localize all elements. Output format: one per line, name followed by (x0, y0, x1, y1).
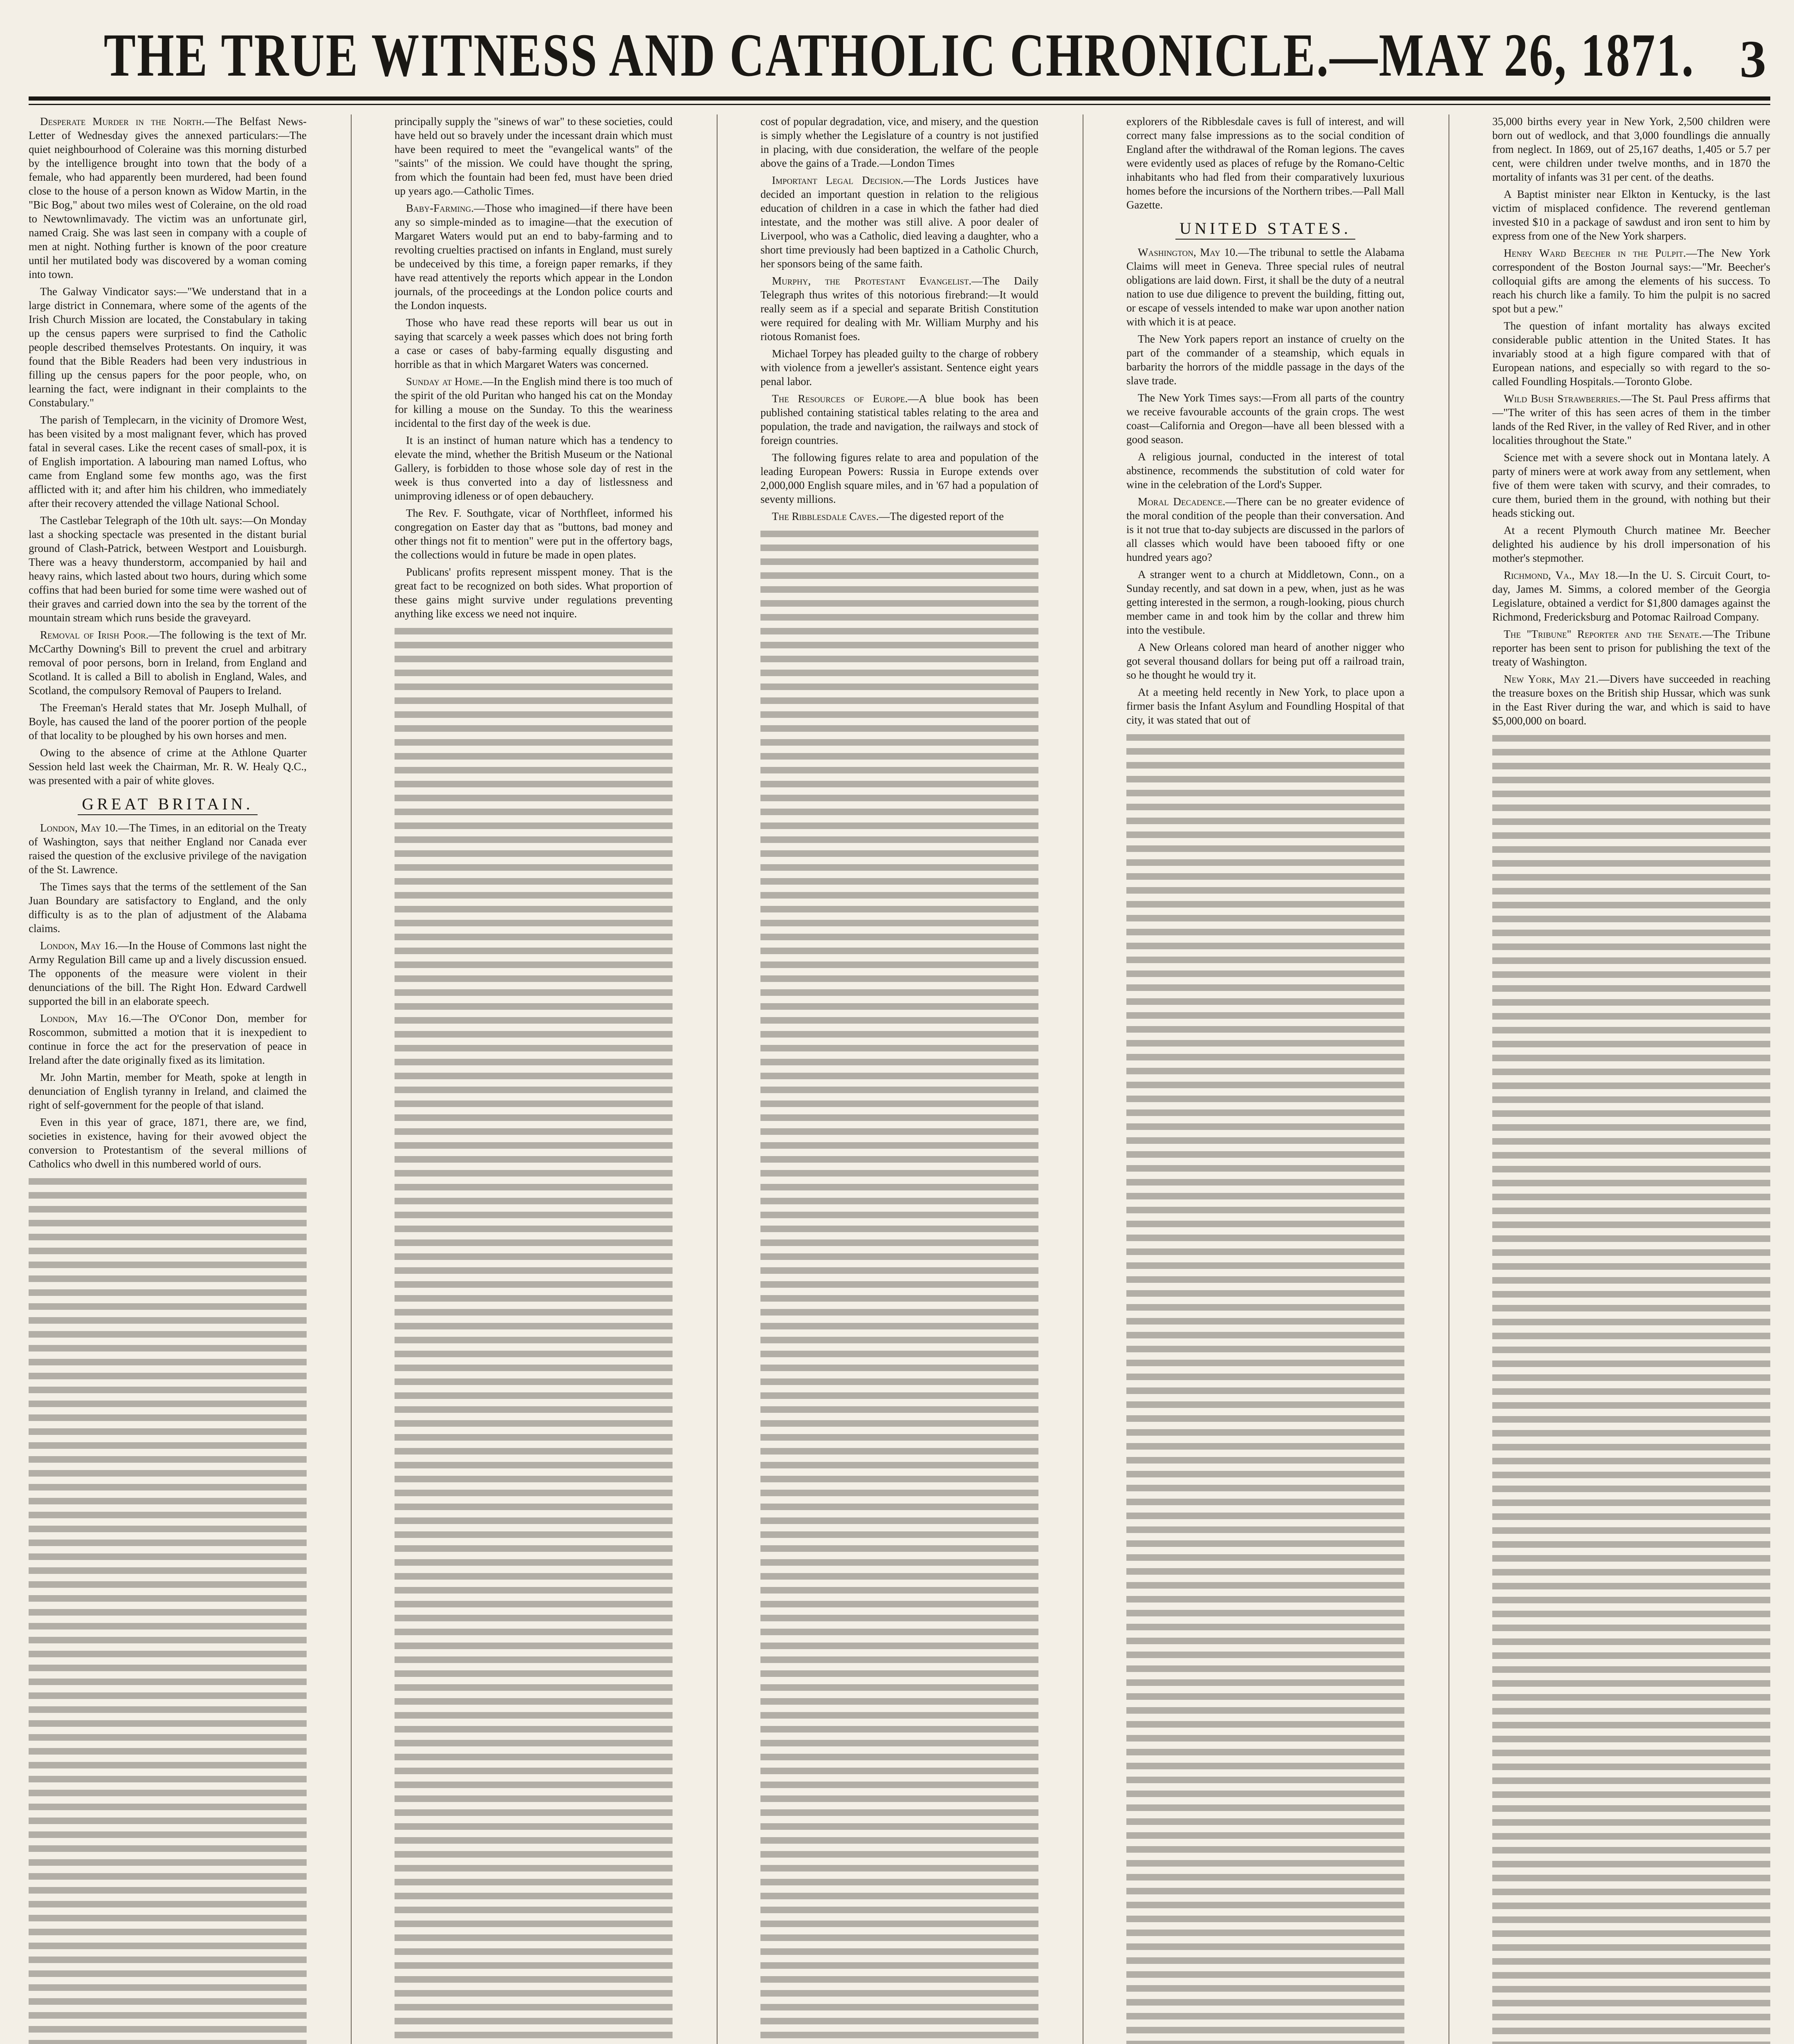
section-rule (1175, 239, 1355, 240)
article-paragraph (1492, 319, 1770, 388)
article-lead: Baby-Farming. (406, 202, 474, 214)
article-paragraph (1126, 495, 1404, 564)
article-text: —In the English mind there is too much of the spirit of the old Puritan who hanged his cat on the Monday for killing a mouse on the Sunday. To this the weariness incidental to the first day of the week is due. (395, 375, 673, 429)
article-text: Science met with a severe shock out in Montana lately. A party of miners were at work away from any settlement, when five of them were taken with scurvy, and their comrades, to cure them, buried them in the ground, with nothing but their heads sticking out. (1492, 451, 1770, 519)
continued-text-block (29, 1174, 307, 2044)
section-heading: GREAT BRITAIN. (82, 795, 253, 813)
article-lead: Wild Bush Strawberries. (1504, 392, 1621, 405)
article-text: Michael Torpey has pleaded guilty to the charge of robbery with violence from a jeweller's assistant. Sentence eight years penal labor. (760, 347, 1038, 388)
article-text: Owing to the absence of crime at the Athlone Quarter Session held last week the Chairman, Mr. R. W. Healy Q.C., was presented with a pair of white gloves. (29, 746, 307, 787)
article-paragraph (1126, 685, 1404, 727)
continued-text-block (1126, 730, 1404, 2044)
article-text: The Galway Vindicator says:—"We understand that in a large district in Connemara, where some of the agents of the Irish Church Mission are located, the Constabulary in taking up the census papers were surprised to find the Catholic people described themselves Protestants. On inquiry, it was found that the Bible Readers had been very industrious in filling up the census papers for the poor people, who, on learning the fact, were indignant in their complaints to the Constabulary." (29, 285, 307, 409)
article-lead: Murphy, the Protestant Evangelist. (772, 275, 972, 287)
masthead (29, 16, 1770, 94)
article-paragraph (1126, 245, 1404, 329)
article-lead: Richmond, Va., May 18. (1504, 569, 1618, 581)
article-text: —The Tribune reporter has been sent to prison for publishing the text of the treaty of Washington. (1492, 628, 1770, 668)
masthead-title: THE TRUE WITNESS AND CATHOLIC CHRONICLE.—MAY 26, 1871. (104, 21, 1695, 89)
article-lead: Important Legal Decision. (772, 174, 904, 186)
article-text: —In the House of Commons last night the Army Regulation Bill came up and a lively discussion ensued. The opponents of the measure were violent in their denunciations of the bill. The Right Hon. Edward Cardwell supported the bill in an elaborate speech. (29, 939, 307, 1007)
article-text: Mr. John Martin, member for Meath, spoke at length in denunciation of English tyranny in Ireland, and claimed the right of self-government for the people of that island. (29, 1071, 307, 1111)
article-lead: London, May 16. (40, 939, 118, 952)
article-paragraph (1126, 450, 1404, 491)
article-text: —There can be no greater evidence of the moral condition of the people than their conversation. And is it not true that to-day subjects are discussed in the parlors of all classes which would have been tabooed fifty or one hundred years ago? (1126, 495, 1404, 563)
article-lead: Moral Decadence. (1138, 495, 1226, 508)
article-paragraph (29, 285, 307, 410)
article-text: —The following is the text of Mr. McCarthy Downing's Bill to prevent the cruel and arbitrary removal of poor persons, born in Ireland, from England and Scotland. It is called a Bill to abolish in England, Wales, and Scotland, the compulsory Removal of Paupers to Ireland. (29, 629, 307, 697)
article-text: The Times says that the terms of the settlement of the San Juan Boundary are satisfactory to England, and the only difficulty is as to the plan of adjustment of the Alabama claims. (29, 881, 307, 935)
article-text: The New York papers report an instance of cruelty on the part of the commander of a steamship, which equals in barbarity the horrors of the middle passage in the days of the slave trade. (1126, 333, 1404, 387)
article-paragraph (1126, 567, 1404, 637)
article-columns (29, 114, 1770, 2044)
article-text: —A blue book has been published containing statistical tables relating to the area and population, the trade and navigation, the railways and stock of foreign countries. (760, 392, 1038, 446)
article-paragraph (395, 114, 673, 198)
column-5 (1492, 114, 1770, 2044)
article-paragraph (29, 1011, 307, 1067)
article-text: —The Times, in an editorial on the Treaty of Washington, says that neither England nor Canada ever raised the question of the exclusive privilege of the navigation of the St. Lawrence. (29, 822, 307, 876)
article-text: The New York Times says:—From all parts of the country we receive favourable accounts of the grain crops. The west coast—California and Oregon—have all been blessed with a good season. (1126, 392, 1404, 446)
article-text: explorers of the Ribblesdale caves is full of interest, and will correct many false impressions as to the social condition of England after the withdrawal of the Roman legions. The caves were evidently used as places of refuge by the Romano-Celtic inhabitants who had fled from their comparatively luxurious homes before the incursions of the Northern tribes.—Pall Mall Gazette. (1126, 115, 1404, 211)
article-text: The question of infant mortality has always excited considerable public attention in the United States. It has invariably stood at a high figure compared with that of European nations, and especially so with regard to the so-called Foundling Hospitals.—Toronto Globe. (1492, 320, 1770, 388)
article-text: At a meeting held recently in New York, to place upon a firmer basis the Infant Asylum and Foundling Hospital of that city, it was stated that out of (1126, 686, 1404, 726)
article-text: The parish of Templecarn, in the vicinity of Dromore West, has been visited by a most malignant fever, which has proved fatal in several cases. Like the recent cases of small-pox, it is of English importation. A labouring man named Loftus, who came from England some few months ago, was the first afflicted with it; and after him his children, who immediately after their recovery attended the village National School. (29, 414, 307, 509)
continued-text-block (395, 624, 673, 2044)
article-text: —In the U. S. Circuit Court, to-day, James M. Simms, a colored member of the Georgia Legislature, obtained a verdict for $1,800 damages against the Richmond, Fredericksburg and Potomac Railroad Company. (1492, 569, 1770, 623)
article-paragraph (395, 201, 673, 312)
article-paragraph (29, 513, 307, 625)
article-paragraph (760, 392, 1038, 447)
section-rule (78, 814, 258, 815)
article-paragraph (395, 565, 673, 621)
continued-text-block (1492, 731, 1770, 2044)
article-text: —The digested report of the (879, 510, 1004, 522)
article-paragraph (1492, 672, 1770, 728)
article-paragraph (29, 746, 307, 787)
article-paragraph (1126, 332, 1404, 388)
article-paragraph (395, 433, 673, 503)
article-paragraph (1126, 640, 1404, 682)
article-text: Even in this year of grace, 1871, there are, we find, societies in existence, having for their avowed object the conversion to Protestantism of the several millions of Catholics who dwell in this numbered world of ours. (29, 1116, 307, 1170)
article-text: —The St. Paul Press affirms that—"The writer of this has seen acres of them in the timber lands of the Red River, in the valley of Red River, and in other localities throughout the State." (1492, 392, 1770, 446)
article-text: A stranger went to a church at Middletown, Conn., on a Sunday recently, and sat down in a pew, when, just as he was getting interested in the sermon, a rough-looking, pious church member came in and took him by the collar and threw him into the vestibule. (1126, 568, 1404, 636)
article-paragraph (760, 274, 1038, 343)
column-3 (760, 114, 1038, 2044)
article-paragraph (760, 509, 1038, 523)
page-number: 3 (1740, 30, 1766, 89)
article-text: Those who have read these reports will bear us out in saying that scarcely a week passes which does not bring forth a case or cases of baby-farming equally disgusting and horrible as that in which Margaret Waters was concerned. (395, 316, 673, 370)
article-paragraph (760, 450, 1038, 506)
article-text: —The Lords Justices have decided an important question in relation to the religious education of children in a case in which the father had died intestate, and the mother was still alive. A poor dealer of Liverpool, who was a Catholic, died leaving a daughter, who a short time previously had been baptized in a Catholic Church, her sponsors being of the same faith. (760, 174, 1038, 270)
article-paragraph (29, 114, 307, 281)
column-4 (1126, 114, 1404, 2044)
article-lead: New York, May 21. (1504, 673, 1599, 685)
article-paragraph (29, 1115, 307, 1171)
article-paragraph (760, 347, 1038, 388)
article-text: The Castlebar Telegraph of the 10th ult. says:—On Monday last a shocking spectacle was presented in the distant burial ground of Clash-Patrick, between Westport and Louisburgh. There was a heavy thunderstorm, accompanied by hail and heavy rains, which lasted about two hours, during which some coffins that had been buried for some time were washed out of their graves and carried down into the sea by the torrent of the mountain stream which runs beside the graveyard. (29, 514, 307, 624)
article-paragraph (29, 939, 307, 1008)
column-divider (717, 114, 718, 2044)
column-1 (29, 114, 307, 2044)
article-lead: London, May 10. (40, 822, 118, 834)
article-text: cost of popular degradation, vice, and misery, and the question is simply whether the Legislature of a country is not justified in placing, with due consideration, the welfare of the people above the gains of a Trade.—London Times (760, 115, 1038, 169)
article-paragraph (1126, 391, 1404, 446)
continued-text-block (760, 527, 1038, 2044)
article-text: —The New York correspondent of the Boston Journal says:—"Mr. Beecher's colloquial gifts are among the elements of his success. To reach his church like a family. To him the pulpit is no sacred spot but a pew." (1492, 247, 1770, 315)
article-paragraph (29, 628, 307, 697)
column-2 (395, 114, 673, 2044)
article-text: —The Daily Telegraph thus writes of this notorious firebrand:—It would really seem as if a special and separate British Constitution were required for dealing with Mr. William Murphy and his riotous Romanist foes. (760, 275, 1038, 343)
section-heading: UNITED STATES. (1180, 219, 1351, 238)
article-lead: Removal of Irish Poor. (40, 629, 149, 641)
article-paragraph (1492, 114, 1770, 184)
article-lead: London, May 16. (40, 1012, 131, 1024)
article-paragraph (1492, 523, 1770, 565)
article-lead: Washington, May 10. (1138, 246, 1238, 258)
article-text: A religious journal, conducted in the interest of total abstinence, recommends the substitution of cold water for wine in the celebration of the Lord's Supper. (1126, 450, 1404, 491)
article-paragraph (1492, 246, 1770, 316)
article-text: —The O'Conor Don, member for Roscommon, submitted a motion that it is inexpedient to continue in force the act for the preservation of peace in Ireland after the date originally fixed as its limitation. (29, 1012, 307, 1066)
article-text: —The Belfast News-Letter of Wednesday gives the annexed particulars:—The quiet neighbourhood of Coleraine was this morning disturbed by the intelligence brought into town that the body of a female, who had apparently been murdered, had been found close to the house of a person known as Widow Martin, in the "Bic Bog," about two miles west of Coleraine, on the old road to Newtownlimavady. The victim was an unfortunate girl, named Craig. She was last seen in company with a couple of men at night. Nothing further is known of the poor creature until her mutilated body was discovered by a woman coming into town. (29, 115, 307, 280)
article-paragraph (1492, 627, 1770, 669)
article-lead: The "Tribune" Reporter and the Senate. (1504, 628, 1702, 640)
article-paragraph (29, 1070, 307, 1112)
article-lead: Sunday at Home. (406, 375, 483, 388)
article-lead: The Ribblesdale Caves. (772, 510, 879, 522)
newspaper-page (29, 16, 1770, 2044)
article-paragraph (395, 316, 673, 371)
article-text: At a recent Plymouth Church matinee Mr. Beecher delighted his audience by his droll impersonation of his mother's stepmother. (1492, 524, 1770, 564)
article-text: A Baptist minister near Elkton in Kentucky, is the last victim of misplaced confidence. The reverend gentleman invested $10 in a package of sawdust and iron sent to him by express from one of the New York sharpers. (1492, 188, 1770, 242)
article-text: Publicans' profits represent misspent money. That is the great fact to be recognized on both sides. What proportion of these gains might survive under regulations preventing anything like excess we need not inquire. (395, 566, 673, 620)
article-text: A New Orleans colored man heard of another nigger who got several thousand dollars for being put off a railroad train, so he thought he would try it. (1126, 641, 1404, 681)
article-paragraph (395, 374, 673, 430)
article-paragraph (29, 413, 307, 510)
article-text: —Those who imagined—if there have been any so simple-minded as to imagine—that the execution of Margaret Waters would put an end to baby-farming and to revolting cruelties practised on infants in England, must surely be undeceived by this time, a foreign paper remarks, if they have read attentively the reports which appear in the London journals, of the proceedings at the London police courts and the London inquests. (395, 202, 673, 312)
article-paragraph (1492, 187, 1770, 243)
article-lead: The Resources of Europe. (772, 392, 908, 405)
article-paragraph (1492, 450, 1770, 520)
article-paragraph (29, 701, 307, 742)
article-text: —The tribunal to settle the Alabama Claims will meet in Geneva. Three special rules of neutral obligations are laid down. First, it shall be the duty of a neutral nation to use due diligence to prevent the building, fitting out, or escape of vessels intended to make war upon another nation with which it is at peace. (1126, 246, 1404, 328)
article-text: The Freeman's Herald states that Mr. Joseph Mulhall, of Boyle, has caused the land of the poorer portion of the people of that locality to be ploughed by his own horses and men. (29, 702, 307, 742)
article-text: The Rev. F. Southgate, vicar of Northfleet, informed his congregation on Easter day that as "buttons, bad money and other things not fit to mention" were put in the offertory bags, the collections would in future be made in open plates. (395, 507, 673, 561)
article-text: The following figures relate to area and population of the leading European Powers: Russia in Europe extends over 2,000,000 English square miles, and in '67 had a population of seventy millions. (760, 451, 1038, 505)
article-text: 35,000 births every year in New York, 2,500 children were born out of wedlock, and that 3,000 foundlings die annually from neglect. In 1869, out of 25,167 deaths, 1,405 or 5.7 per cent, were children under twelve months, and in 1870 the mortality of infants was 31 per cent. of the deaths. (1492, 115, 1770, 183)
article-text: principally supply the "sinews of war" to these societies, could have held out so bravely under the incessant drain which must have been required to meet the "evangelical wants" of the "saints" of the mission. We could have thought the spring, from which the fountain had been fed, must have been dried up years ago.—Catholic Times. (395, 115, 673, 197)
article-text: —Divers have succeeded in reaching the treasure boxes on the British ship Hussar, which was sunk in the East River during the war, and which is said to have $5,000,000 on board. (1492, 673, 1770, 727)
article-paragraph (395, 506, 673, 562)
article-paragraph (29, 821, 307, 876)
masthead-rule-thin (29, 104, 1770, 105)
column-divider (351, 114, 352, 2044)
masthead-rule-thick (29, 96, 1770, 101)
article-paragraph (29, 880, 307, 935)
article-paragraph (1126, 114, 1404, 212)
article-paragraph (760, 173, 1038, 271)
article-lead: Henry Ward Beecher in the Pulpit. (1504, 247, 1686, 259)
article-lead: Desperate Murder in the North. (40, 115, 204, 128)
article-text: It is an instinct of human nature which has a tendency to elevate the mind, whether the British Museum or the National Gallery, is forbidden to those whose sole day of rest in the week is thus converted into a day of listlessness and unimproving idleness or of open debauchery. (395, 434, 673, 502)
article-paragraph (1492, 392, 1770, 447)
article-paragraph (1492, 568, 1770, 624)
article-paragraph (760, 114, 1038, 170)
